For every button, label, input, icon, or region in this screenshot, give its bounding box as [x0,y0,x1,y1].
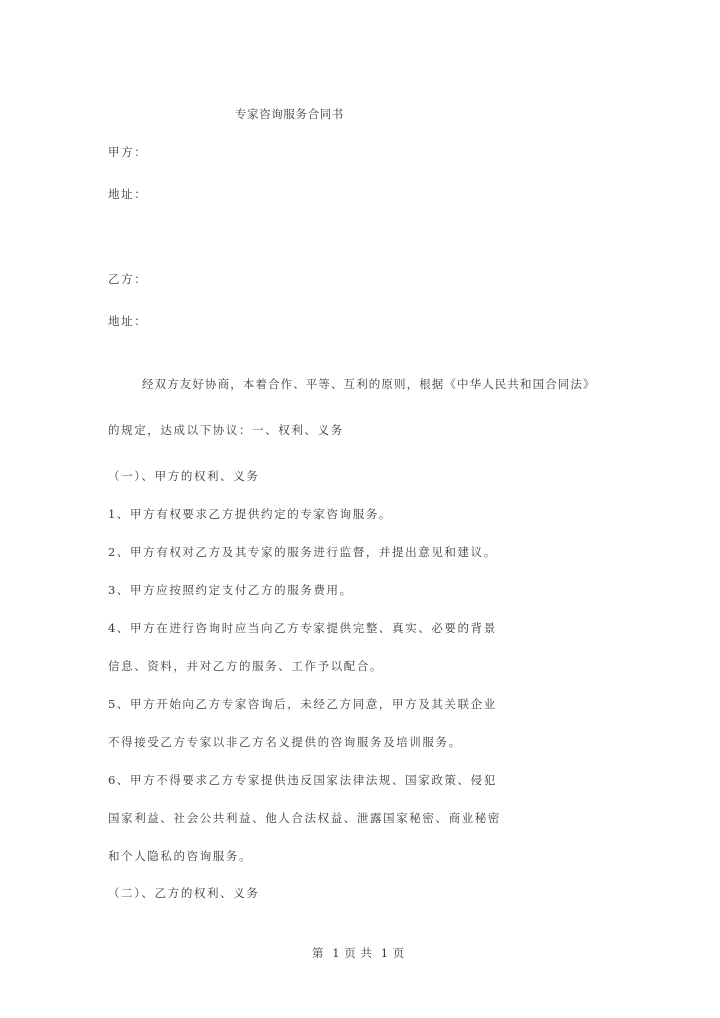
clause-6-line-2: 国家利益、社会公共利益、他人合法权益、泄露国家秘密、商业秘密 [108,811,501,825]
clause-1: 1、甲方有权要求乙方提供约定的专家咨询服务。 [108,507,393,521]
page-number-footer: 第 1 页 共 1 页 [312,946,405,960]
party-a-address-label: 地址： [108,187,148,201]
clause-6-line-3: 和个人隐私的咨询服务。 [108,849,253,863]
intro-paragraph-line-2: 的规定，达成以下协议：一、权利、义务 [108,423,344,437]
section-1-heading: （一）、甲方的权利、义务 [108,469,260,483]
party-b-label: 乙方： [108,272,148,286]
clause-5-line-1: 5、甲方开始向乙方专家咨询后，未经乙方同意，甲方及其关联企业 [108,697,497,711]
section-2-heading: （二）、乙方的权利、义务 [108,886,260,900]
clause-5-line-2: 不得接受乙方专家以非乙方名义提供的咨询服务及培训服务。 [108,735,462,749]
intro-paragraph-line-1: 经双方友好协商，本着合作、平等、互利的原则，根据《中华人民共和国合同法》 [142,377,596,391]
clause-3: 3、甲方应按照约定支付乙方的服务费用。 [108,583,353,597]
clause-4-line-2: 信息、资料，并对乙方的服务、工作予以配合。 [108,659,384,673]
clause-4-line-1: 4、甲方在进行咨询时应当向乙方专家提供完整、真实、必要的背景 [108,621,497,635]
party-b-address-label: 地址： [108,314,148,328]
party-a-label: 甲方： [108,145,148,159]
document-title: 专家咨询服务合同书 [235,107,344,121]
clause-2: 2、甲方有权对乙方及其专家的服务进行监督，并提出意见和建议。 [108,545,497,559]
clause-6-line-1: 6、甲方不得要求乙方专家提供违反国家法律法规、国家政策、侵犯 [108,773,497,787]
